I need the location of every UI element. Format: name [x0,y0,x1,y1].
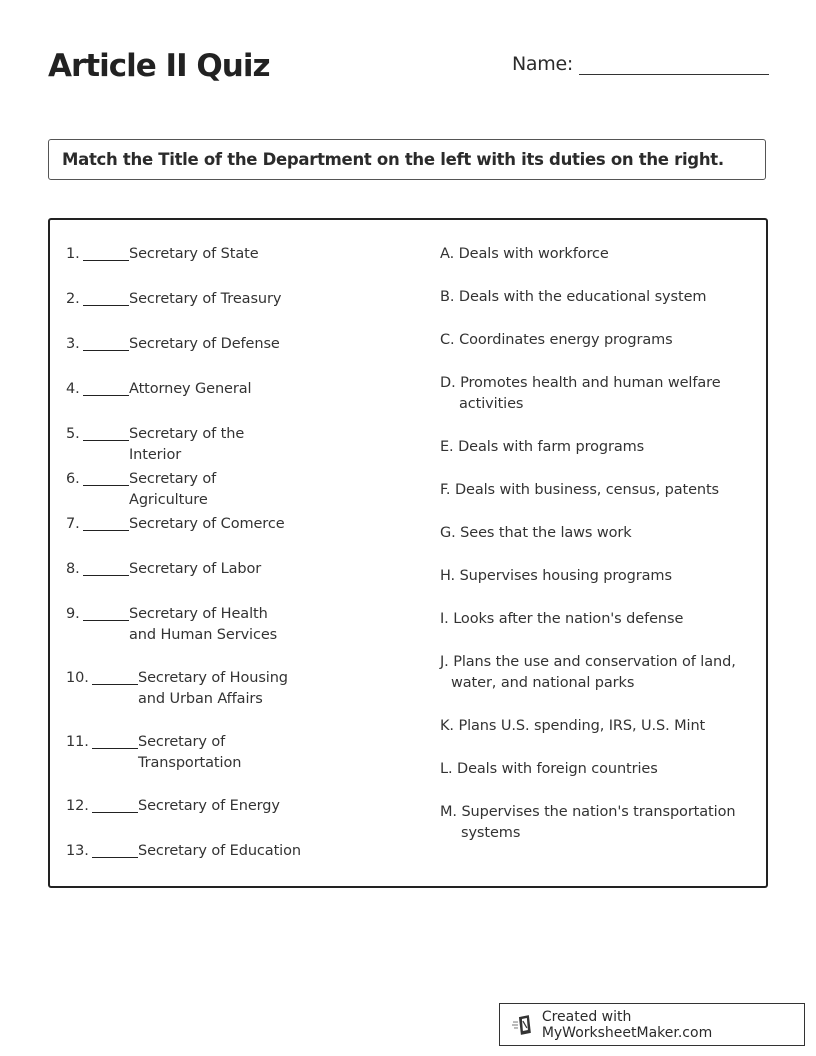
term-text: Secretary of Labor [129,561,262,577]
answer-blank[interactable] [83,514,129,531]
duty-text-continued: water, and national parks [451,675,635,691]
duty-text: Plans U.S. spending, IRS, U.S. Mint [458,718,706,734]
duty-text: Deals with the educational system [458,289,707,305]
duty-text-continued: systems [461,825,521,841]
term-text: Secretary of Comerce [129,516,285,532]
term-text: Secretary of Treasury [129,291,282,307]
answer-blank[interactable] [92,841,138,858]
answer-blank[interactable] [83,289,129,306]
duty-letter: E. [440,439,454,455]
term-text: Secretary of Energy [138,798,280,814]
duty-text: Promotes health and human welfare [460,375,721,391]
answer-blank[interactable] [83,244,129,261]
duty-item [440,802,740,844]
answer-blank[interactable] [92,732,138,749]
duty-text: Deals with business, census, patents [454,482,720,498]
term-item [66,796,308,817]
instructions-box [48,139,766,180]
term-item [66,379,299,400]
duty-text: Looks after the nation's defense [453,611,684,627]
item-number: 11. [66,734,89,750]
item-number: 12. [66,798,89,814]
term-item [66,334,299,355]
term-item [66,732,268,774]
duty-letter: G. [440,525,456,541]
duty-text: Deals with foreign countries [457,761,658,777]
name-input-line[interactable] [579,52,769,75]
item-number: 3. [66,336,80,352]
term-text: Secretary of Housing and Urban Affairs [138,670,288,707]
duty-letter: M. [440,804,457,820]
duty-text: Plans the use and conservation of land, [453,654,736,670]
duty-letter: C. [440,332,455,348]
duty-letter: H. [440,568,456,584]
term-item [66,424,299,466]
duty-item [440,652,740,694]
page-title: Article II Quiz [48,48,270,84]
duty-letter: B. [440,289,455,305]
term-item [66,289,299,310]
duty-letter: L. [440,761,453,777]
item-number: 9. [66,606,80,622]
term-text: Attorney General [129,381,252,397]
term-item [66,604,299,646]
footer-credit [499,1003,805,1046]
answer-blank[interactable] [83,469,129,486]
item-number: 2. [66,291,80,307]
duty-text: Coordinates energy programs [459,332,673,348]
name-label: Name: [512,53,573,75]
answer-blank[interactable] [83,379,129,396]
duty-item [440,330,740,351]
item-number: 6. [66,471,80,487]
duty-letter: I. [440,611,449,627]
duty-item [440,523,740,544]
term-item [66,841,308,862]
duty-text-continued: activities [459,396,524,412]
footer-text: Created with MyWorksheetMaker.com [541,1008,713,1041]
duty-item [440,716,740,737]
term-text: Secretary of Defense [129,336,280,352]
instructions-text: Match the Title of the Department on the left with its duties on the right. [62,150,724,169]
duty-text: Deals with workforce [458,246,609,262]
term-item [66,514,299,535]
duty-item [440,287,740,308]
duty-item [440,244,740,265]
duty-item [440,609,740,630]
duty-text: Sees that the laws work [460,525,632,541]
term-item [66,244,299,265]
matching-quiz-box [48,218,768,888]
duty-item [440,373,740,415]
item-number: 5. [66,426,80,442]
duty-letter: K. [440,718,454,734]
term-item [66,668,298,710]
answer-blank[interactable] [83,424,129,441]
answer-blank[interactable] [83,334,129,351]
worksheet-maker-logo-icon [512,1014,534,1036]
item-number: 13. [66,843,89,859]
duty-text: Supervises the nation's transportation [461,804,736,820]
term-text: Secretary of State [129,246,259,262]
item-number: 8. [66,561,80,577]
answer-blank[interactable] [92,668,138,685]
term-text: Secretary of Education [138,843,301,859]
term-item [66,559,299,580]
duty-item [440,759,740,780]
term-text: Secretary of the Interior [129,426,245,463]
item-number: 1. [66,246,80,262]
duty-letter: F. [440,482,451,498]
answer-blank[interactable] [83,559,129,576]
answer-blank[interactable] [83,604,129,621]
duty-item [440,437,740,458]
duty-text: Supervises housing programs [459,568,672,584]
answer-blank[interactable] [92,796,138,813]
duty-item [440,480,740,501]
term-text: Secretary of Agriculture [129,471,217,508]
duty-item [440,566,740,587]
duty-letter: D. [440,375,456,391]
term-text: Secretary of Health and Human Services [129,606,278,643]
duty-letter: A. [440,246,455,262]
duty-letter: J. [440,654,449,670]
name-field [512,52,769,75]
item-number: 7. [66,516,80,532]
term-item [66,469,299,511]
item-number: 10. [66,670,89,686]
item-number: 4. [66,381,80,397]
term-text: Secretary of Transportation [138,734,242,771]
duty-text: Deals with farm programs [458,439,645,455]
